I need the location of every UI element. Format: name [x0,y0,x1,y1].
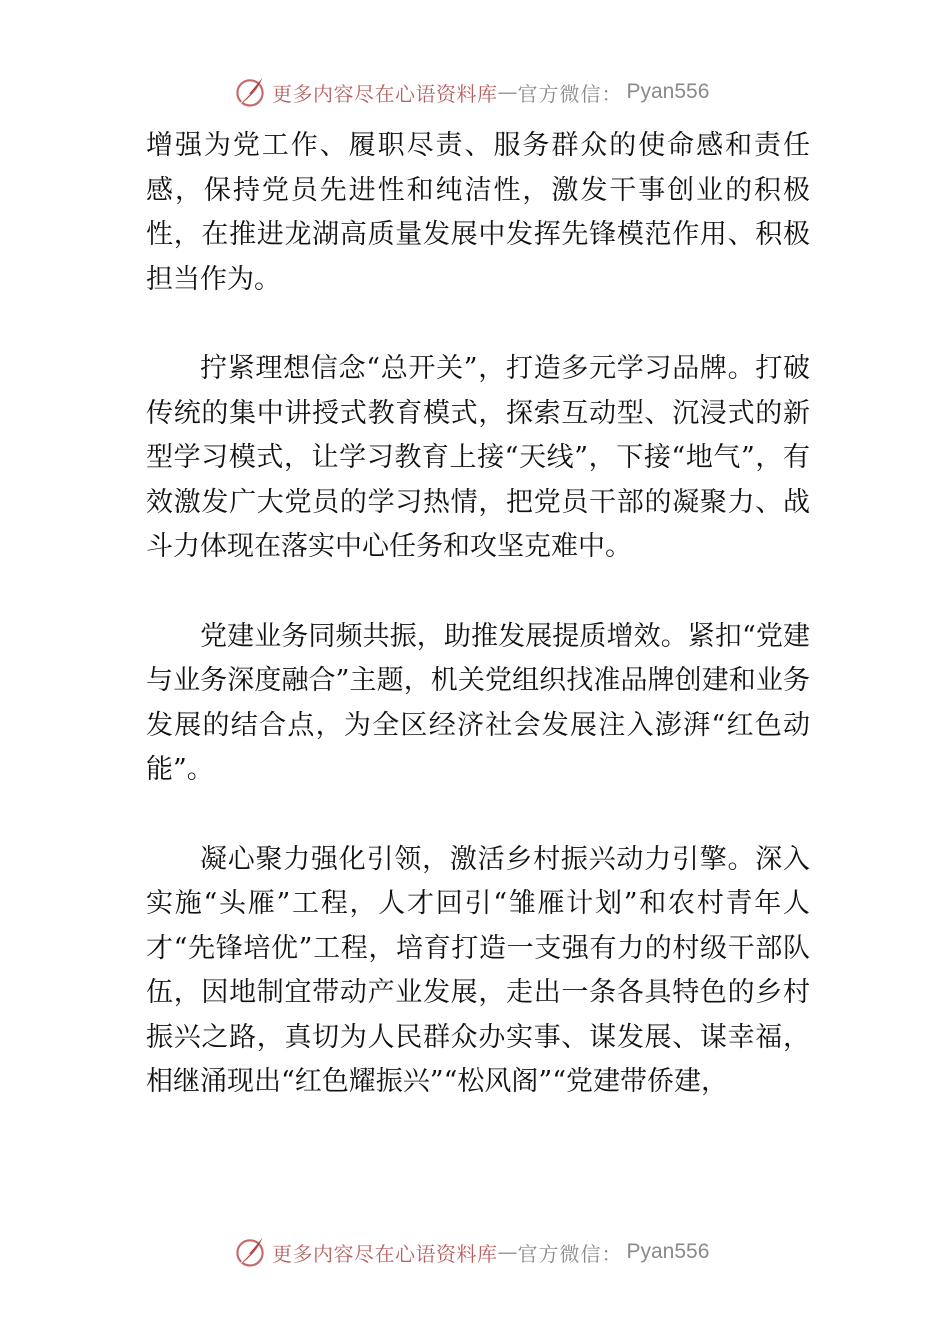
paragraph-2: 拧紧理想信念“总开关”，打造多元学习品牌。打破传统的集中讲授式教育模式，探索互动型、沉浸式的新型学习模式，让学习教育上接“天线”，下接“地气”，有效激发广大党员的学习热情，把党员干部的凝聚力、战斗力体现在落实中心任务和攻坚克难中。 [146,353,810,562]
watermark-wechat-id: Pyan556 [626,80,710,103]
watermark-separator: — [497,80,518,104]
watermark-site-text: 更多内容尽在心语资料库 [272,81,498,106]
watermark-site-text: 更多内容尽在心语资料库 [272,1241,498,1266]
watermark-separator: — [497,1240,518,1264]
watermark-wechat-label: 官方微信： [517,1241,623,1266]
footer-watermark [232,1232,709,1272]
header-watermark [232,72,709,112]
watermark-wechat-id: Pyan556 [626,1240,710,1263]
paragraph-1: 增强为党工作、履职尽责、服务群众的使命感和责任感，保持党员先进性和纯洁性，激发干事创业的积极性，在推进龙湖高质量发展中发挥先锋模范作用、积极担当作为。 [146,130,810,295]
document-body [146,124,810,1105]
quill-pen-logo-icon [232,1234,268,1270]
watermark-wechat-label: 官方微信： [517,81,623,106]
quill-pen-logo-icon [232,74,268,110]
paragraph-3: 党建业务同频共振，助推发展提质增效。紧扣“党建与业务深度融合”主题，机关党组织找准品牌创建和业务发展的结合点，为全区经济社会发展注入澎湃“红色动能”。 [146,620,810,785]
paragraph-4: 凝心聚力强化引领，激活乡村振兴动力引擎。深入实施“头雁”工程，人才回引“雏雁计划”和农村青年人才“先锋培优”工程，培育打造一支强有力的村级干部队伍，因地制宜带动产业发展，走出一条各具特色的乡村振兴之路，真切为人民群众办实事、谋发展、谋幸福，相继涌现出“红色耀振兴”“松风阁”“党建带侨建， [146,843,810,1097]
